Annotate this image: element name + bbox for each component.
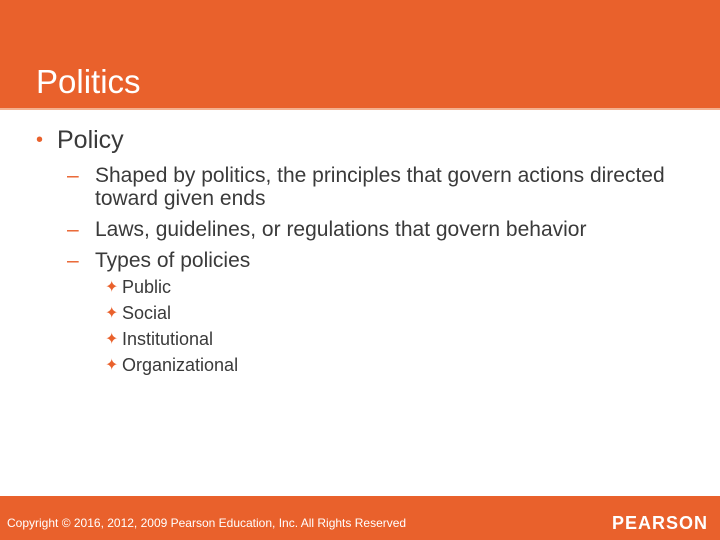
bullet-level1 xyxy=(36,124,696,156)
policy-type-item xyxy=(36,303,696,324)
dash-icon: – xyxy=(67,218,79,241)
pearson-logo: PEARSON xyxy=(611,513,708,533)
sub-bullet-text: Shaped by politics, the principles that govern actions directed toward given ends xyxy=(95,164,665,210)
slide-body xyxy=(36,124,696,376)
policy-type-text: Social xyxy=(122,303,172,323)
sub-bullet xyxy=(36,249,696,272)
sub-bullet xyxy=(36,164,696,210)
slide-title: Politics xyxy=(36,63,141,100)
policy-type-item xyxy=(36,355,696,376)
policy-type-text: Public xyxy=(122,277,172,297)
dash-icon: – xyxy=(67,164,79,187)
bullet-text: Policy xyxy=(57,126,124,154)
copyright-notice: Copyright © 2016, 2012, 2009 Pearson Education, Inc. All Rights Reserved xyxy=(7,516,407,530)
policy-type-item xyxy=(36,277,696,298)
policy-type-text: Organizational xyxy=(122,355,239,375)
dash-icon: – xyxy=(67,249,79,272)
sub-bullet-text: Laws, guidelines, or regulations that govern behavior xyxy=(95,218,587,241)
sub-bullet xyxy=(36,218,696,241)
slide-footer xyxy=(0,496,720,540)
four-point-star-icon: ✦ xyxy=(105,331,119,348)
policy-type-text: Institutional xyxy=(122,329,214,349)
policy-type-item xyxy=(36,329,696,350)
four-point-star-icon: ✦ xyxy=(105,357,119,374)
four-point-star-icon: ✦ xyxy=(105,279,119,296)
four-point-star-icon: ✦ xyxy=(105,305,119,322)
header-divider xyxy=(0,108,720,110)
sub-bullet-text: Types of policies xyxy=(95,249,251,272)
bullet-dot-icon: • xyxy=(36,129,44,151)
